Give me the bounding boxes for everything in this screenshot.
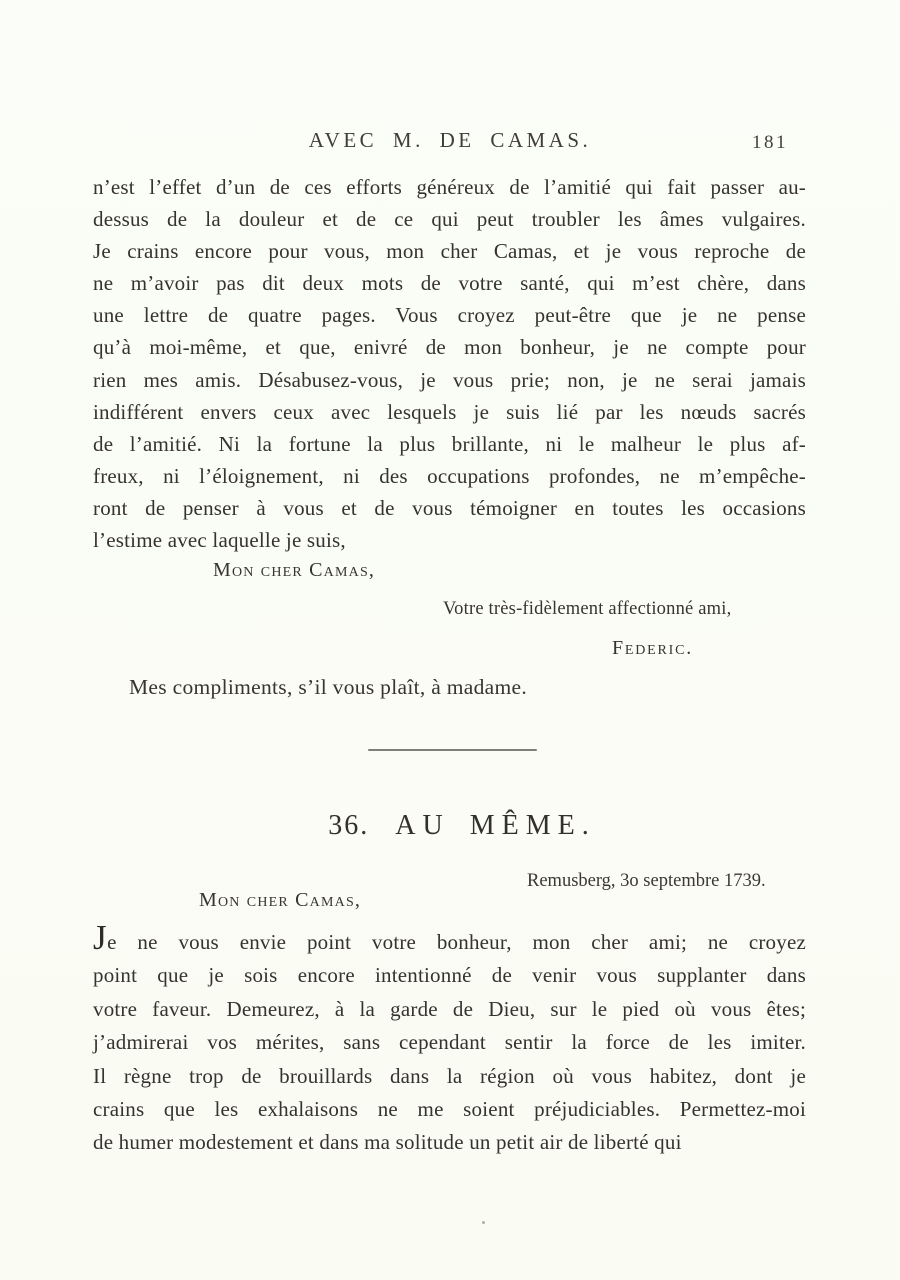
text-line: crains que les exhalaisons ne me soient préjudiciables. Permettez-moi [93, 1097, 806, 1122]
text-line: j’admirerai vos mérites, sans cependant sentir la force de les imiter. [93, 1030, 806, 1055]
text-line: de humer modestement et dans ma solitude un petit air de liberté qui [93, 1130, 682, 1155]
text-line: n’est l’effet d’un de ces efforts généreux de l’amitié qui fait passer au- [93, 175, 806, 199]
text-line: ne m’avoir pas dit deux mots de votre santé, qui m’est chère, dans [93, 271, 806, 296]
text-line: indifférent envers ceux avec lesquels je suis lié par les nœuds sacrés [93, 399, 806, 424]
letter-36-salutation: Mon cher Camas, [199, 889, 362, 911]
letter-36-dateline: Remusberg, 3o septembre 1739. [527, 871, 766, 891]
letter-35-postscript: Mes compliments, s’il vous plaît, à madame. [129, 675, 528, 699]
letter-36-heading [12, 810, 900, 842]
letter-36-heading-title: AU MÊME. [395, 810, 596, 841]
text-line: de l’amitié. Ni la fortune la plus brillante, ni le malheur le plus af- [93, 431, 806, 456]
text-line: freux, ni l’éloignement, ni des occupations profondes, ne m’empêche- [93, 463, 806, 488]
letter-35-signature: Federic. [612, 637, 694, 659]
text-line: Il règne trop de brouillards dans la région où vous habitez, dont je [93, 1063, 806, 1088]
text-line: rien mes amis. Désabusez-vous, je vous prie; non, je ne serai jamais [93, 367, 806, 392]
letter-36-heading-number: 36. [328, 810, 370, 841]
section-divider-rule [368, 749, 537, 751]
paper-speck [482, 1221, 485, 1224]
letter-35-body-paragraph [93, 171, 806, 556]
text-line: votre faveur. Demeurez, à la garde de Dieu, sur le pied où vous êtes; [93, 996, 806, 1021]
text-line: une lettre de quatre pages. Vous croyez peut-être que je ne pense [93, 303, 806, 328]
letter-36-body-paragraph [93, 918, 806, 1160]
text-line: point que je sois encore intentionné de venir vous supplanter dans [93, 963, 806, 988]
text-line: Je ne vous envie point votre bonheur, mon cher ami; ne croyez [93, 918, 806, 957]
oversized-initial-letter: J [93, 918, 108, 957]
text-line: qu’à moi-même, et que, enivré de mon bonheur, je ne compte pour [93, 335, 806, 360]
text-line: ront de penser à vous et de vous témoigner en toutes les occasions [93, 495, 806, 520]
text-line: l’estime avec laquelle je suis, [93, 528, 346, 553]
letter-35-valediction: Votre très-fidèlement affectionné ami, [443, 599, 732, 619]
page-number: 181 [752, 132, 788, 153]
text-line: dessus de la douleur et de ce qui peut troubler les âmes vulgaires. [93, 207, 806, 232]
text-line: Je crains encore pour vous, mon cher Camas, et je vous reproche de [93, 239, 806, 264]
letter-35-salutation: Mon cher Camas, [213, 559, 376, 581]
running-head-title: AVEC M. DE CAMAS. [308, 128, 592, 152]
